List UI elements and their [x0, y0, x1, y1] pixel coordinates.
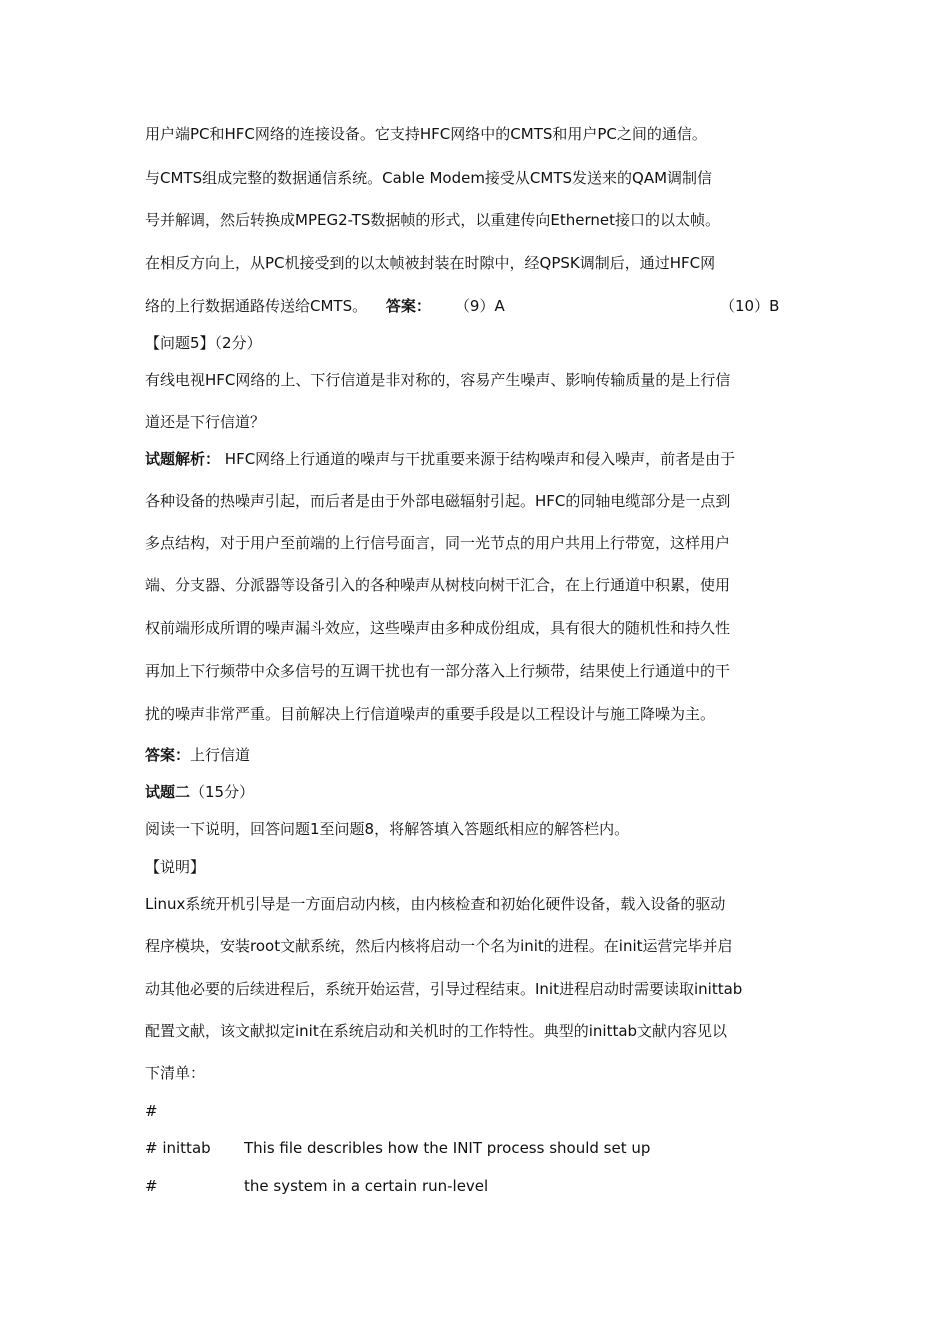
code-text: This file describles how the INIT process should set up — [244, 1139, 651, 1157]
code-comment: # inittab — [145, 1139, 211, 1157]
question-2-score: （15分） — [190, 783, 255, 801]
analysis-text: HFC网络上行通道的噪声与干扰重要来源于结构噪声和侵入噪声，前者是由于 — [220, 450, 736, 468]
answer-value: 上行信道 — [190, 746, 251, 764]
answer-row — [145, 296, 845, 316]
answer-9: （9）A — [454, 297, 505, 315]
code-line — [145, 1176, 845, 1196]
analysis-line: 各种设备的热噪声引起，而后者是由于外部电磁辐射引起。HFC的同轴电缆部分是一点到 — [145, 492, 731, 510]
description-line: 程序模块，安装root文献系统，然后内核将启动一个名为init的进程。在init运营完毕并启 — [145, 937, 733, 955]
answer-label: 答案： — [385, 297, 431, 315]
analysis-label: 试题解析： — [145, 450, 221, 468]
answer-10: （10）B — [720, 297, 780, 315]
analysis-line: 多点结构，对于用户至前端的上行信号面言，同一光节点的用户共用上行带宽，这样用户 — [145, 534, 731, 552]
description-line: 动其他必要的后续进程后，系统开始运营，引导过程结束。Init进程启动时需要读取inittab — [145, 980, 743, 998]
question-5-text: 道还是下行信道？ — [145, 413, 266, 431]
question-5-text: 有线电视HFC网络的上、下行信道是非对称的，容易产生噪声、影响传输质量的是上行信 — [145, 371, 731, 389]
description-header: 【说明】 — [145, 858, 206, 876]
instruction-text: 阅读一下说明，回答问题1至问题8，将解答填入答题纸相应的解答栏内。 — [145, 820, 630, 838]
code-comment: # — [145, 1177, 158, 1195]
question-2-label: 试题二 — [145, 783, 191, 801]
paragraph-line: 络的上行数据通路传送给CMTS。 — [145, 297, 368, 315]
code-line: # — [145, 1102, 158, 1120]
description-line: 下清单： — [145, 1064, 206, 1082]
analysis-line: 再加上下行频带中众多信号的互调干扰也有一部分落入上行频带，结果使上行通道中的干 — [145, 662, 731, 680]
code-line — [145, 1138, 845, 1158]
answer-label: 答案： — [145, 746, 191, 764]
answer-2 — [145, 745, 845, 765]
question-5-header: 【问题5】（2分） — [145, 334, 262, 352]
question-2-header — [145, 782, 845, 802]
analysis-first-line — [145, 449, 845, 469]
analysis-line: 权前端形成所谓的噪声漏斗效应，这些噪声由多种成份组成，具有很大的随机性和持久性 — [145, 619, 731, 637]
description-line: Linux系统开机引导是一方面启动内核，由内核检查和初始化硬件设备，载入设备的驱动 — [145, 895, 726, 913]
code-text: the system in a certain run-level — [244, 1177, 489, 1195]
description-line: 配置文献，该文献拟定init在系统启动和关机时的工作特性。典型的inittab文献内容见以 — [145, 1022, 728, 1040]
paragraph-line: 在相反方向上，从PC机接受到的以太帧被封装在时隙中，经QPSK调制后，通过HFC网 — [145, 254, 716, 272]
paragraph-line: 号并解调，然后转换成MPEG2-TS数据帧的形式，以重建传向Ethernet接口的以太帧。 — [145, 211, 720, 229]
analysis-line: 端、分支器、分派器等设备引入的各种噪声从树枝向树干汇合，在上行通道中积累，使用 — [145, 576, 731, 594]
paragraph-line: 与CMTS组成完整的数据通信系统。Cable Modem接受从CMTS发送来的QAM调制信 — [145, 169, 713, 187]
paragraph-line: 用户端PC和HFC网络的连接设备。它支持HFC网络中的CMTS和用户PC之间的通信。 — [145, 125, 707, 143]
analysis-line: 扰的噪声非常严重。目前解决上行信道噪声的重要手段是以工程设计与施工降噪为主。 — [145, 705, 716, 723]
